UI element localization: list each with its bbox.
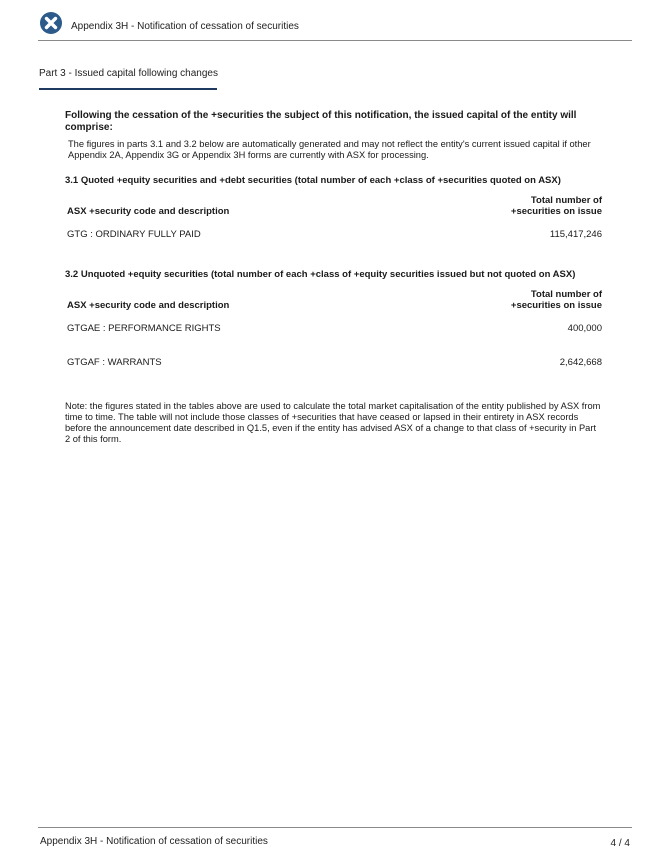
- header-title: Appendix 3H - Notification of cessation of securities: [71, 21, 299, 32]
- footer-title: Appendix 3H - Notification of cessation of securities: [40, 836, 268, 847]
- column-header-description: ASX +security code and description: [67, 300, 230, 311]
- issued-capital-content: [65, 110, 603, 454]
- security-description: GTGAF : WARRANTS: [67, 356, 162, 368]
- table-header-row: [67, 195, 602, 217]
- section-3-2-heading: 3.2 Unquoted +equity securities (total number of each +class of +equity securities issued but not quoted on ASX): [65, 269, 576, 280]
- security-description: GTGAE : PERFORMANCE RIGHTS: [67, 322, 221, 334]
- column-header-total-line2: +securities on issue: [510, 206, 602, 217]
- page-number: 4 / 4: [610, 838, 630, 849]
- page-header: [38, 10, 632, 41]
- column-header-total-line1: Total number of: [530, 289, 602, 300]
- column-header-total: [410, 289, 602, 311]
- security-description: GTG : ORDINARY FULLY PAID: [67, 228, 201, 240]
- intro-lead: Following the cessation of the +securities the subject of this notification, the issued capital of the entity will comprise:: [65, 110, 577, 133]
- unquoted-securities-table: [67, 289, 602, 379]
- page-footer: [38, 827, 632, 849]
- asx-logo-icon: [40, 12, 62, 34]
- column-header-total-line1: Total number of: [530, 195, 602, 206]
- footnote: Note: the figures stated in the tables above are used to calculate the total market capitalisation of the entity published by ASX from time to time. The table will not include those classes of +securities that have ceased or lapsed in their entirety in ASX records before the announcement date described in Q1.5, even if the entity has advised ASX of a change to that class of +security in Part 2 of this form.: [65, 401, 601, 444]
- column-header-total-line2: +securities on issue: [510, 300, 602, 311]
- intro-note: The figures in parts 3.1 and 3.2 below are automatically generated and may not reflect the entity's current issued capital if other Appendix 2A, Appendix 3G or Appendix 3H forms are currently with ASX for processing.: [68, 139, 591, 160]
- section-3-1-heading: 3.1 Quoted +equity securities and +debt securities (total number of each +class of +securities quoted on ASX): [65, 175, 561, 186]
- security-total: 115,417,246: [549, 228, 602, 240]
- part-title: Part 3 - Issued capital following changes: [39, 68, 218, 79]
- column-header-total: [410, 195, 602, 217]
- column-header-description: ASX +security code and description: [67, 206, 230, 217]
- table-header-row: [67, 289, 602, 311]
- security-total: 400,000: [567, 322, 602, 334]
- security-total: 2,642,668: [559, 356, 602, 368]
- table-row: [67, 345, 602, 379]
- quoted-securities-table: [67, 195, 602, 251]
- table-row: [67, 311, 602, 345]
- table-row: [67, 217, 602, 251]
- part-title-underline: [39, 88, 217, 90]
